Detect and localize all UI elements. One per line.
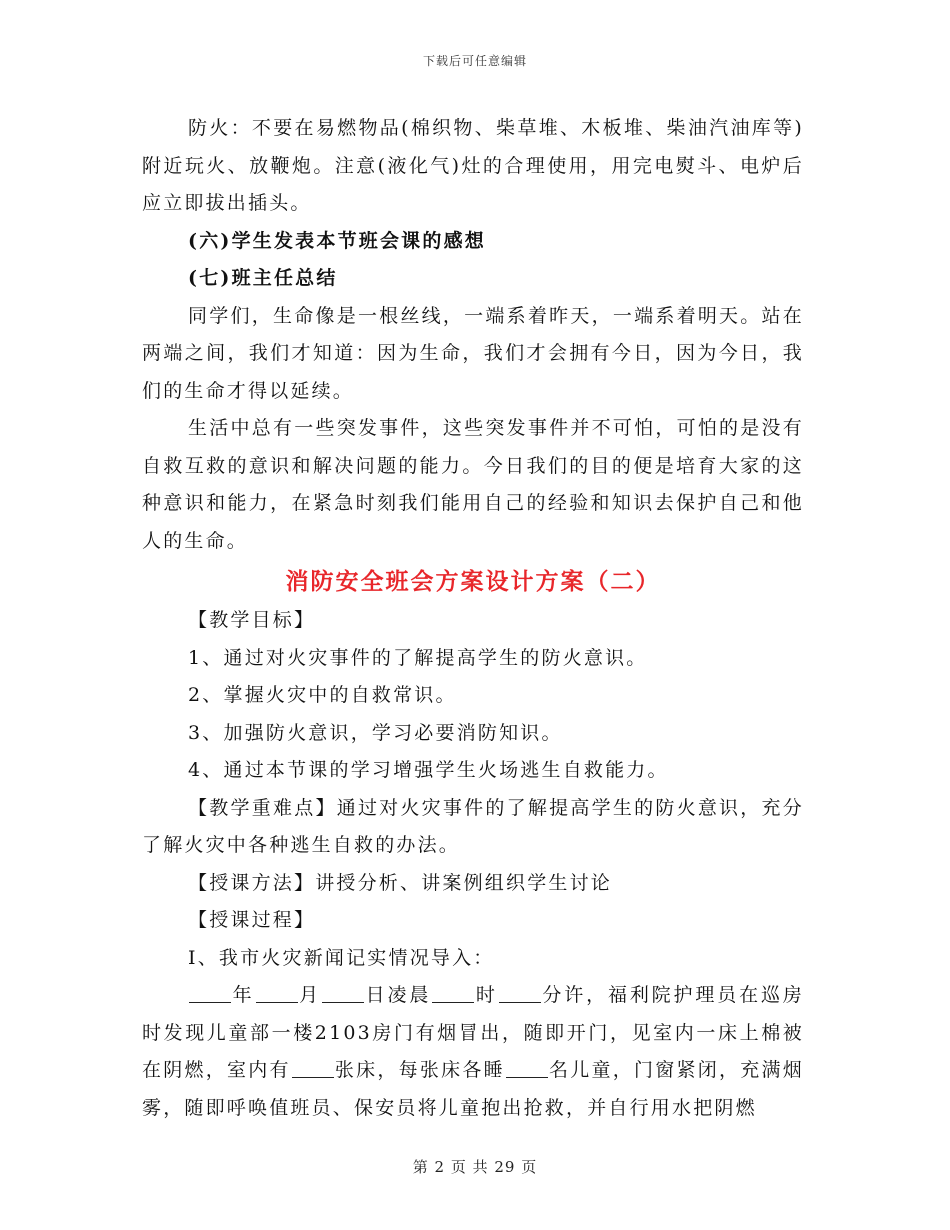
blank-hour — [432, 982, 474, 1003]
document-body — [142, 110, 804, 1127]
section-title: 消防安全班会方案设计方案（二） — [285, 568, 661, 595]
heading-teacher-summary: (七)班主任总结 — [188, 267, 338, 289]
goal-item: 1、通过对火灾事件的了解提高学生的防火意识。 — [188, 646, 648, 669]
news-text: 时 — [475, 984, 498, 1006]
news-paragraph — [142, 977, 804, 1127]
key-points: 【教学重难点】通过对火灾事件的了解提高学生的防火意识，充分了解火灾中各种逃生自救的办法。 — [142, 796, 804, 856]
process-label: 【授课过程】 — [188, 909, 316, 931]
teaching-method: 【授课方法】讲授分析、讲案例组织学生讨论 — [188, 871, 613, 894]
page-footer: 第 2 页 共 29 页 — [412, 1158, 538, 1176]
paragraph-summary-life: 同学们，生命像是一根丝线，一端系着昨天，一端系着明天。站在两端之间，我们才知道：因为生命，我们才会拥有今日，因为今日，我们的生命才得以延续。 — [142, 304, 804, 402]
news-text: 日凌晨 — [365, 984, 432, 1006]
news-text: 分许，福利院护理员在巡房时发现儿童部一楼2103房门有烟冒出，随即开门，见室内一床上棉被在阴燃，室内有 — [142, 984, 805, 1081]
goal-item: 3、加强防火意识，学习必要消防知识。 — [188, 721, 563, 744]
blank-year — [189, 982, 231, 1003]
blank-month — [256, 982, 298, 1003]
blank-day — [322, 982, 364, 1003]
blank-kids — [506, 1057, 548, 1078]
blank-minute — [499, 982, 541, 1003]
heading-student-reflection: (六)学生发表本节班会课的感想 — [188, 229, 486, 252]
goal-item: 2、掌握火灾中的自救常识。 — [188, 684, 457, 706]
news-text: 年 — [232, 984, 255, 1006]
intro-line: Ⅰ、我市火灾新闻记实情况导入： — [188, 946, 495, 969]
news-text: 月 — [298, 984, 322, 1006]
paragraph-summary-emergency: 生活中总有一些突发事件，这些突发事件并不可怕，可怕的是没有自救互救的意识和解决问题的能力。今日我们的目的便是培育大家的这种意识和能力，在紧急时刻我们能用自己的经验和知识去保护自己和他人的生命。 — [142, 417, 804, 552]
goal-item: 4、通过本节课的学习增强学生火场逃生自救能力。 — [188, 759, 669, 781]
paragraph-fire-prevention: 防火：不要在易燃物品(棉织物、柴草堆、木板堆、柴油汽油库等)附近玩火、放鞭炮。注意(液化气)灶的合理使用，用完电熨斗、电炉后应立即拔出插头。 — [142, 117, 804, 214]
news-text: 张床，每张床各睡 — [334, 1059, 505, 1081]
goals-label: 【教学目标】 — [188, 609, 316, 631]
news-text: 名儿童，门窗紧闭，充满烟雾，随即呼唤值班员、保安员将儿童抱出抢救，并自行用水把阴燃 — [142, 1059, 804, 1119]
header-note: 下载后可任意编辑 — [422, 54, 527, 68]
blank-beds — [292, 1057, 334, 1078]
